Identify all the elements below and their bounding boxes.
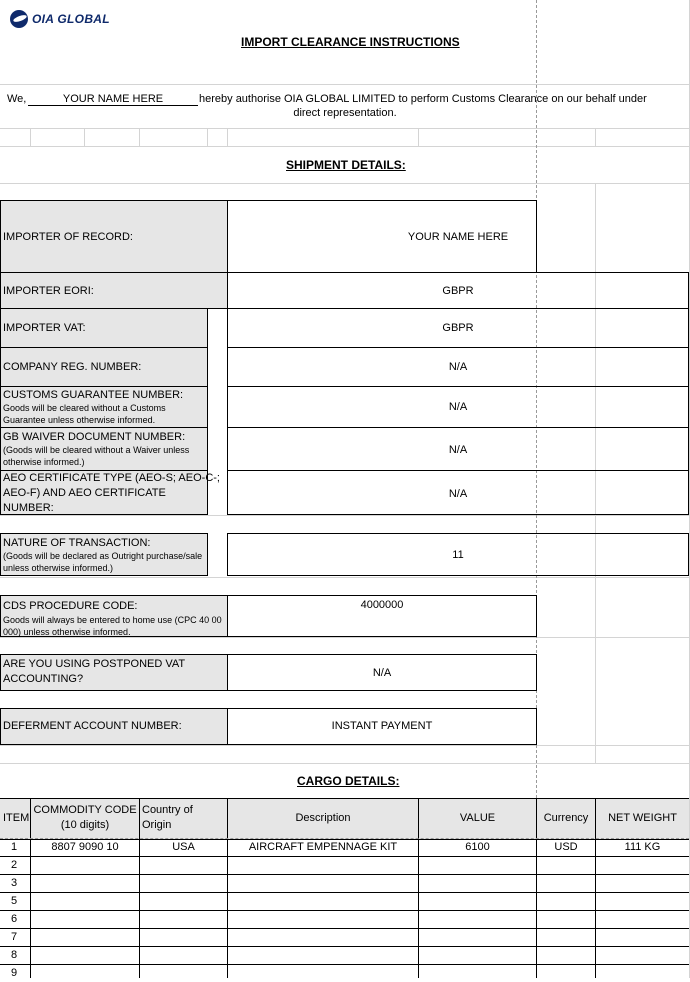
nature-of-transaction-label: NATURE OF TRANSACTION: (3, 537, 151, 549)
row-item: 8 (11, 949, 18, 961)
cds-procedure-value: 4000000 (360, 599, 404, 611)
row-item: 7 (11, 931, 18, 943)
gb-waiver-note2: otherwise informed.) (3, 457, 85, 467)
customs-guarantee-value: N/A (448, 401, 468, 413)
row-origin: USA (172, 841, 195, 853)
col-commodity-line1: COMMODITY CODE (33, 804, 137, 816)
table-row[interactable] (0, 964, 689, 982)
col-description: Description (295, 812, 351, 824)
cds-procedure-note1: Goods will always be entered to home use (CPC 40 00 (3, 615, 222, 625)
row-item: 6 (11, 913, 18, 925)
row-currency: USD (554, 841, 578, 853)
row-item: 1 (11, 841, 18, 853)
gb-waiver-label: GB WAIVER DOCUMENT NUMBER: (3, 431, 186, 443)
importer-of-record-label: IMPORTER OF RECORD: (3, 231, 133, 243)
col-net-weight: NET WEIGHT (608, 812, 677, 824)
cargo-details-header: CARGO DETAILS: (297, 774, 400, 788)
col-origin-line2: Origin (142, 819, 172, 831)
table-row[interactable] (0, 946, 689, 965)
table-row[interactable] (0, 856, 689, 875)
col-item: ITEM (3, 812, 30, 824)
importer-vat-value: GBPR (442, 322, 474, 334)
deferment-value: INSTANT PAYMENT (331, 720, 433, 732)
nature-of-transaction-value: 11 (452, 549, 464, 561)
auth-text-line1: hereby authorise OIA GLOBAL LIMITED to perform Customs Clearance on our behalf under (199, 93, 647, 105)
company-logo-text: OIA GLOBAL (32, 12, 110, 26)
col-origin-line1: Country of (142, 804, 193, 816)
cds-procedure-label: CDS PROCEDURE CODE: (3, 600, 138, 612)
your-name-field[interactable]: YOUR NAME HERE (28, 92, 198, 106)
col-value: VALUE (459, 812, 496, 824)
postponed-vat-value: N/A (372, 667, 392, 679)
aeo-value: N/A (448, 488, 468, 500)
col-currency: Currency (543, 812, 589, 824)
table-row[interactable] (0, 838, 689, 856)
postponed-vat-label-line2: ACCOUNTING? (3, 673, 84, 685)
row-item: 2 (11, 859, 18, 871)
cds-procedure-note2: 000) unless otherwise informed. (3, 627, 131, 637)
customs-guarantee-label: CUSTOMS GUARANTEE NUMBER: (3, 389, 184, 401)
auth-text-line2: direct representation. (293, 107, 397, 119)
row-commodity: 8807 9090 10 (51, 841, 119, 853)
company-reg-value: N/A (448, 361, 468, 373)
company-reg-label: COMPANY REG. NUMBER: (3, 361, 142, 373)
row-item: 9 (11, 967, 18, 979)
auth-we: We, (7, 93, 27, 105)
importer-vat-label: IMPORTER VAT: (3, 322, 86, 334)
aeo-label-line2: AEO-F) AND AEO CERTIFICATE (3, 487, 166, 499)
table-row[interactable] (0, 910, 689, 929)
importer-eori-label: IMPORTER EORI: (3, 285, 94, 297)
row-value: 6100 (465, 841, 490, 853)
customs-guarantee-note2: Guarantee unless otherwise informed. (3, 415, 156, 425)
customs-guarantee-note1: Goods will be cleared without a Customs (3, 403, 166, 413)
page-title: IMPORT CLEARANCE INSTRUCTIONS (241, 35, 460, 49)
table-row[interactable] (0, 892, 689, 911)
row-item: 5 (11, 895, 18, 907)
gb-waiver-value: N/A (448, 444, 468, 456)
deferment-label: DEFERMENT ACCOUNT NUMBER: (3, 720, 182, 732)
aeo-label-line3: NUMBER: (3, 502, 54, 514)
postponed-vat-label-line1: ARE YOU USING POSTPONED VAT (3, 658, 186, 670)
nature-of-transaction-note2: unless otherwise informed.) (3, 563, 114, 573)
importer-of-record-value: YOUR NAME HERE (407, 231, 509, 243)
gb-waiver-note1: (Goods will be cleared without a Waiver unless (3, 445, 190, 455)
row-item: 3 (11, 877, 18, 889)
shipment-details-header: SHIPMENT DETAILS: (286, 158, 406, 172)
importer-eori-value: GBPR (442, 285, 474, 297)
nature-of-transaction-note1: (Goods will be declared as Outright purchase/sale (3, 551, 203, 561)
cargo-table (0, 798, 690, 978)
row-weight: 111 KG (624, 841, 661, 853)
table-row[interactable] (0, 928, 689, 947)
table-row[interactable] (0, 874, 689, 893)
col-commodity-line2: (10 digits) (60, 819, 110, 831)
row-description: AIRCRAFT EMPENNAGE KIT (248, 841, 398, 853)
oia-global-logo-icon (10, 10, 28, 28)
aeo-label-line1: AEO CERTIFICATE TYPE (AEO-S; AEO-C-; (3, 472, 220, 484)
